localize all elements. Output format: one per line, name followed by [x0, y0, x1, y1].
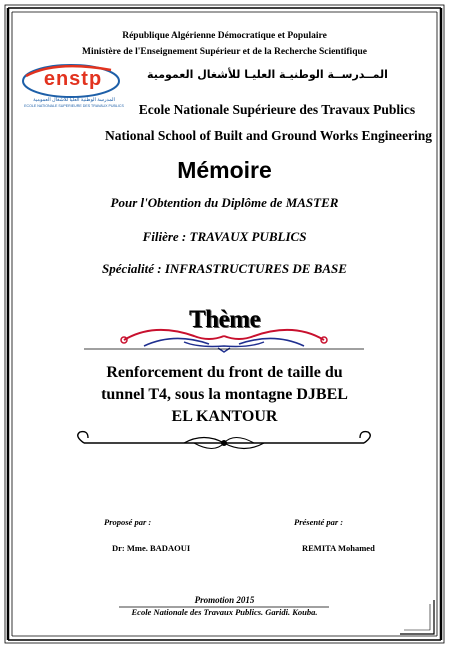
student-name: REMITA Mohamed: [302, 543, 375, 553]
memoire-title: Mémoire: [177, 157, 272, 183]
theme-label: Thème: [188, 306, 261, 333]
republic-line: République Algérienne Démocratique et Populaire: [122, 31, 327, 41]
thesis-title-line2: tunnel T4, sous la montagne DJBEL: [101, 386, 348, 403]
ministry-line: Ministère de l'Enseignement Supérieur et de la Recherche Scientifique: [82, 47, 367, 57]
logo-caption-ar: المدرسة الوطنية العليا للأشغال العمومية: [33, 98, 115, 103]
presented-by-label: Présenté par :: [294, 517, 344, 527]
school-name-en: National School of Built and Ground Works Engineering: [105, 128, 432, 143]
filiere-line: Filière : TRAVAUX PUBLICS: [142, 229, 307, 244]
specialite-line: Spécialité : INFRASTRUCTURES DE BASE: [102, 261, 347, 276]
diploma-purpose: Pour l'Obtention du Diplôme de MASTER: [110, 195, 339, 210]
thesis-title-line1: Renforcement du front de taille du: [106, 364, 343, 381]
logo-caption-fr: ECOLE NATIONALE SUPERIEURE DES TRAVAUX PUBLICS: [24, 104, 124, 108]
school-name-fr: Ecole Nationale Supérieure des Travaux Publics: [138, 102, 416, 117]
promotion-year: Promotion 2015: [194, 595, 255, 605]
proposed-by-label: Proposé par :: [104, 517, 152, 527]
school-address: Ecole Nationale des Travaux Publics. Garidi. Kouba.: [131, 607, 318, 617]
supervisor-name: Dr: Mme. BADAOUI: [112, 543, 191, 553]
thesis-title-line3: EL KANTOUR: [171, 408, 278, 425]
school-name-arabic: المــدرســة الوطنيـة العليـا للأشغال العمومية: [147, 68, 388, 81]
logo-wordmark: enstp: [43, 68, 103, 90]
